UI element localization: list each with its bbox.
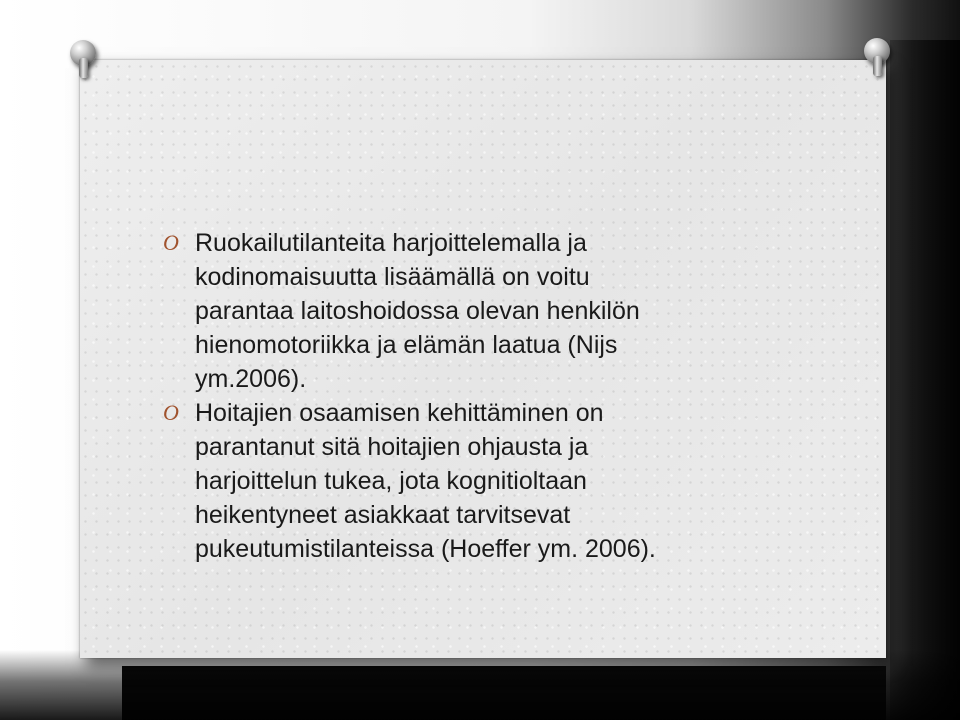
- pushpin-stem: [873, 56, 882, 76]
- bullet-item: [163, 396, 823, 566]
- pushpin-left-icon: [70, 40, 98, 80]
- background-shadow-right: [890, 40, 960, 720]
- bullet-item: [163, 226, 823, 396]
- background-shadow-band: [0, 650, 960, 720]
- bullet-marker: O: [163, 400, 179, 425]
- slide-content: [163, 226, 823, 566]
- bullet-text: Ruokailutilanteita harjoittelemalla ja kodinomaisuutta lisäämällä on voitu parantaa laitoshoidossa olevan henkilön hienomotoriikka ja elämän laatua (Nijs ym.2006).: [195, 229, 640, 393]
- pushpin-right-icon: [864, 38, 892, 78]
- bullet-marker: O: [163, 230, 179, 255]
- bullet-text: Hoitajien osaamisen kehittäminen on parantanut sitä hoitajien ohjausta ja harjoittelun tukea, jota kognitioltaan heikentyneet asiakkaat tarvitsevat pukeutumistilanteissa (Hoeffer ym. 2006).: [195, 399, 656, 563]
- pushpin-stem: [79, 58, 88, 78]
